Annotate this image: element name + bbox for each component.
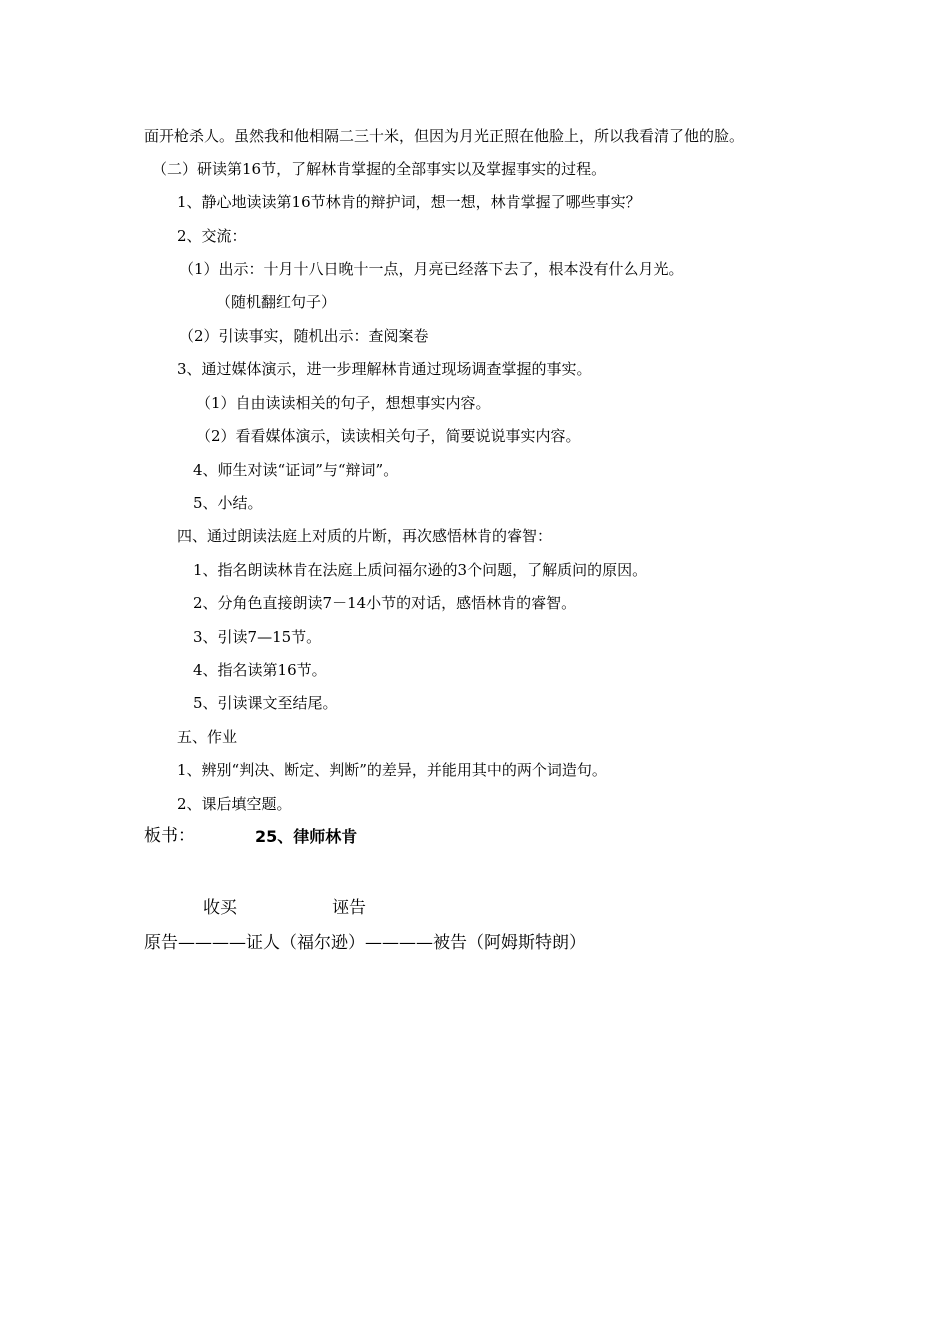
blackboard-label: 板书： <box>144 826 195 846</box>
text-line: （二）研读第16节，了解林肯掌握的全部事实以及掌握事实的过程。 <box>152 160 607 178</box>
text-line: 1、指名朗读林肯在法庭上质问福尔逊的3个问题，了解质问的原因。 <box>193 561 648 579</box>
blackboard-title: 25、律师林肯 <box>255 827 358 846</box>
text-line: 5、引读课文至结尾。 <box>193 694 338 712</box>
relation-line: 原告————证人（福尔逊）————被告（阿姆斯特朗） <box>144 933 586 953</box>
text-line: （随机翻红句子） <box>216 293 337 311</box>
text-line: 3、引读7—15节。 <box>193 628 322 646</box>
text-line: （1）出示：十月十八日晚十一点，月亮已经落下去了，根本没有什么月光。 <box>179 260 684 278</box>
text-line: 1、辨别“判决、断定、判断”的差异，并能用其中的两个词造句。 <box>177 761 607 779</box>
text-line: 2、交流： <box>177 227 247 245</box>
text-line: （2）引读事实，随机出示：查阅案卷 <box>179 327 429 345</box>
text-line: 五、作业 <box>177 728 238 746</box>
annotation-bribe: 收买 <box>203 898 237 918</box>
text-line: 1、静心地读读第16节林肯的辩护词，想一想，林肯掌握了哪些事实？ <box>177 193 641 211</box>
text-line: （1）自由读读相关的句子，想想事实内容。 <box>196 394 491 412</box>
text-line: 2、分角色直接朗读7－14小节的对话，感悟林肯的睿智。 <box>193 594 577 612</box>
text-line: 面开枪杀人。虽然我和他相隔二三十米，但因为月光正照在他脸上，所以我看清了他的脸。 <box>144 127 745 145</box>
text-line: 4、师生对读“证词”与“辩词”。 <box>193 461 399 479</box>
text-line: 5、小结。 <box>193 494 263 512</box>
text-line: 四、通过朗读法庭上对质的片断，再次感悟林肯的睿智： <box>177 527 553 545</box>
text-line: 3、通过媒体演示，进一步理解林肯通过现场调查掌握的事实。 <box>177 360 592 378</box>
annotation-false-accusation: 诬告 <box>332 898 366 918</box>
text-line: 4、指名读第16节。 <box>193 661 327 679</box>
text-line: （2）看看媒体演示，读读相关句子，简要说说事实内容。 <box>196 427 581 445</box>
text-line: 2、课后填空题。 <box>177 795 292 813</box>
